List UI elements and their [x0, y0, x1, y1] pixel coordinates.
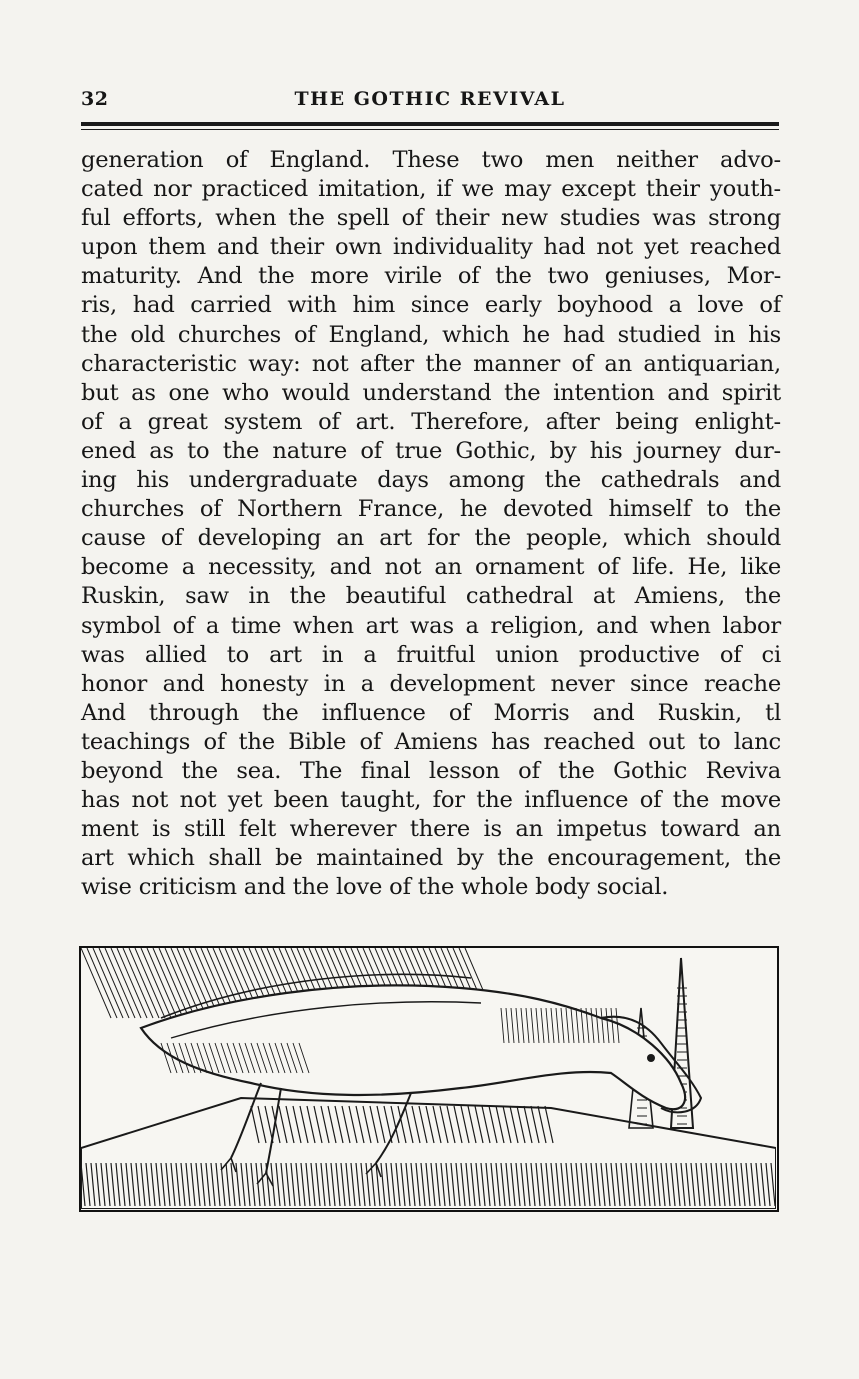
- text-line: honor and honesty in a development never since reache: [81, 670, 781, 697]
- text-line: Ruskin, saw in the beautiful cathedral at Amiens, the: [81, 583, 781, 610]
- text-line: ful efforts, when the spell of their new studies was strong: [81, 205, 781, 232]
- text-line: ened as to the nature of true Gothic, by his journey dur-: [81, 437, 781, 464]
- text-line: but as one who would understand the intention and spirit: [81, 379, 781, 406]
- text-line: ment is still felt wherever there is an impetus toward an: [81, 816, 781, 843]
- text-line: teachings of the Bible of Amiens has reached out to lanc: [81, 728, 781, 755]
- text-line: And through the influence of Morris and Ruskin, tl: [81, 699, 781, 726]
- text-line: become a necessity, and not an ornament of life. He, like: [81, 554, 781, 581]
- text-line: wise criticism and the love of the whole body social.: [81, 874, 669, 901]
- text-line: generation of England. These two men neither advo-: [81, 147, 781, 173]
- text-line: ris, had carried with him since early boyhood a love of: [81, 292, 781, 319]
- gargoyle-engraving-icon: [81, 948, 776, 1209]
- body-text: [81, 146, 781, 902]
- text-line: ing his undergraduate days among the cathedrals and: [81, 467, 781, 494]
- running-title: THE GOTHIC REVIVAL: [294, 88, 566, 110]
- header-rule-thick: [81, 122, 779, 126]
- text-line: art which shall be maintained by the encouragement, the: [81, 845, 781, 872]
- page-number: 32: [81, 88, 109, 110]
- text-line: maturity. And the more virile of the two geniuses, Mor-: [81, 263, 781, 290]
- text-line: symbol of a time when art was a religion, and when labor: [81, 612, 781, 639]
- text-line: of a great system of art. Therefore, after being enlight-: [81, 408, 781, 435]
- header-rule-thin: [81, 129, 779, 130]
- text-line: has not not yet been taught, for the influence of the move: [81, 787, 781, 814]
- text-line: characteristic way: not after the manner of an antiquarian,: [81, 350, 781, 377]
- gargoyle-illustration: [79, 946, 779, 1212]
- text-line: beyond the sea. The final lesson of the Gothic Reviva: [81, 757, 781, 784]
- text-line: cause of developing an art for the people, which should: [81, 525, 781, 552]
- text-line: churches of Northern France, he devoted himself to the: [81, 496, 781, 523]
- text-line: the old churches of England, which he had studied in his: [81, 321, 781, 348]
- text-line: was allied to art in a fruitful union productive of ci: [81, 641, 781, 668]
- text-line: upon them and their own individuality had not yet reached: [81, 234, 781, 261]
- text-line: cated nor practiced imitation, if we may except their youth-: [81, 176, 781, 203]
- running-head: [81, 88, 779, 118]
